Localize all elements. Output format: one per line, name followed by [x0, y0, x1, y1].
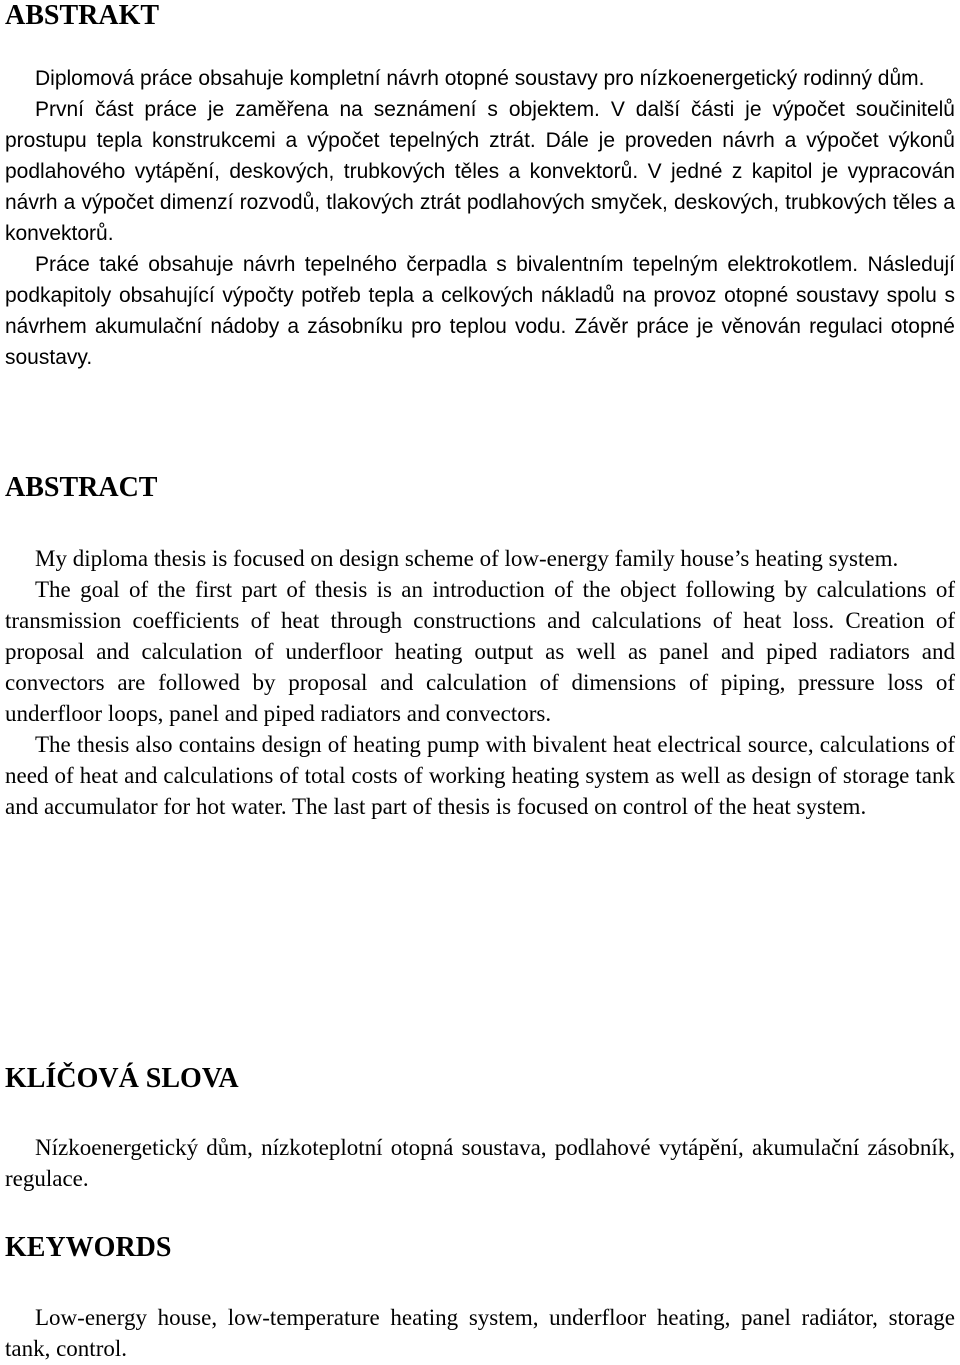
abstract-paragraph: The goal of the first part of thesis is an introduction of the object following by calculations of transmission coefficients of heat through constructions and calculations of heat loss. Creation of proposal and calculation of underfloor heating output as well as panel and piped radiators and convectors are followed by proposal and calculation of dimensions of piping, pressure loss of underfloor loops, panel and piped radiators and convectors. — [5, 577, 955, 726]
klicova-slova-heading: KLÍČOVÁ SLOVA — [5, 1063, 239, 1094]
klicova-slova-text: Nízkoenergetický dům, nízkoteplotní otopná soustava, podlahové vytápění, akumulační zásobník, regulace. — [5, 1135, 955, 1191]
klicova-slova-heading-block — [5, 1063, 955, 1095]
abstrakt-paragraph: První část práce je zaměřena na seznámení s objektem. V další části je výpočet součinitelů prostupu tepla konstrukcemi a výpočet tepelných ztrát. Dále je proveden návrh a výpočet výkonů podlahového vytápění, deskových, trubkových těles a konvektorů. V jedné z kapitol je vypracován návrh a výpočet dimenzí rozvodů, tlakových ztrát podlahových smyček, deskových, trubkových těles a konvektorů. — [5, 98, 955, 245]
abstrakt-heading-block — [5, 0, 955, 32]
keywords-body — [5, 1302, 955, 1364]
abstract-heading: ABSTRACT — [5, 472, 158, 503]
abstrakt-body — [5, 63, 955, 373]
abstract-paragraph: My diploma thesis is focused on design scheme of low-energy family house’s heating system. — [35, 546, 899, 571]
abstrakt-heading: ABSTRAKT — [5, 0, 160, 31]
abstract-body — [5, 543, 955, 822]
klicova-slova-body — [5, 1132, 955, 1194]
abstract-paragraph: The thesis also contains design of heating pump with bivalent heat electrical source, calculations of need of heat and calculations of total costs of working heating system as well as design of storage tank and accumulator for hot water. The last part of thesis is focused on control of the heat system. — [5, 732, 955, 819]
keywords-text: Low-energy house, low-temperature heating system, underfloor heating, panel radiátor, storage tank, control. — [5, 1305, 955, 1361]
keywords-heading-block — [5, 1232, 955, 1264]
abstrakt-paragraph: Diplomová práce obsahuje kompletní návrh otopné soustavy pro nízkoenergetický rodinný dům. — [35, 67, 925, 90]
abstrakt-paragraph: Práce také obsahuje návrh tepelného čerpadla s bivalentním tepelným elektrokotlem. Následují podkapitoly obsahující výpočty potřeb tepla a celkových nákladů na provoz otopné soustavy spolu s návrhem akumulační nádoby a zásobníku pro teplou vodu. Závěr práce je věnován regulaci otopné soustavy. — [5, 253, 955, 369]
keywords-heading: KEYWORDS — [5, 1232, 172, 1263]
abstract-heading-block — [5, 472, 955, 504]
